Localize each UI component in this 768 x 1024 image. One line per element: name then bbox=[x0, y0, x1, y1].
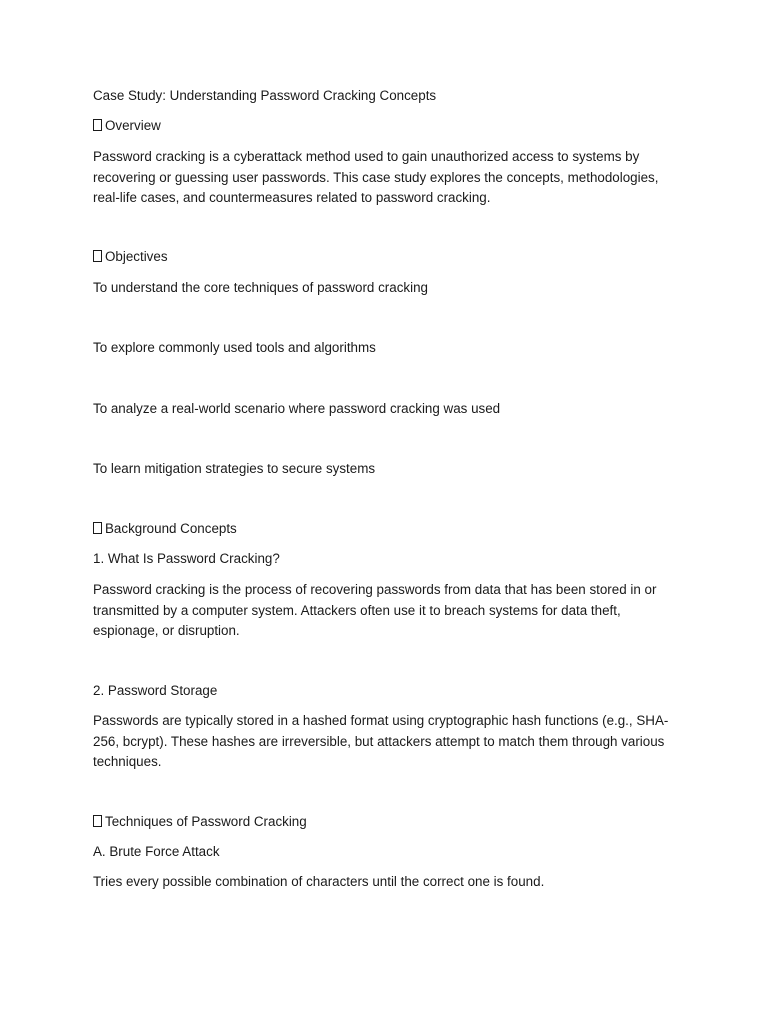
missing-glyph-icon bbox=[93, 815, 102, 827]
techniques-paragraph-a: Tries every possible combination of characters until the correct one is found. bbox=[93, 874, 545, 889]
background-heading-text: Background Concepts bbox=[105, 521, 237, 536]
missing-glyph-icon bbox=[93, 119, 102, 131]
objective-item: To understand the core techniques of password cracking bbox=[93, 280, 428, 295]
overview-heading-text: Overview bbox=[105, 118, 161, 133]
objective-item: To learn mitigation strategies to secure systems bbox=[93, 461, 376, 476]
overview-heading bbox=[93, 116, 161, 137]
background-paragraph-1: Password cracking is the process of recovering passwords from data that has been stored in or transmitted by a computer system. Attackers often use it to breach systems for data theft, espionage, or disruption. bbox=[93, 582, 657, 638]
document-title: Case Study: Understanding Password Cracking Concepts bbox=[93, 88, 437, 103]
background-subheading-1: 1. What Is Password Cracking? bbox=[93, 551, 280, 566]
objective-item: To analyze a real-world scenario where password cracking was used bbox=[93, 401, 501, 416]
objectives-heading-text: Objectives bbox=[105, 249, 168, 264]
missing-glyph-icon bbox=[93, 522, 102, 534]
background-paragraph-2: Passwords are typically stored in a hashed format using cryptographic hash functions (e.g., SHA-256, bcrypt). These hashes are irreversible, but attackers attempt to match them through various techniques. bbox=[93, 713, 669, 769]
techniques-heading-text: Techniques of Password Cracking bbox=[105, 814, 307, 829]
background-heading bbox=[93, 519, 237, 540]
background-subheading-2: 2. Password Storage bbox=[93, 683, 218, 698]
techniques-heading bbox=[93, 812, 307, 833]
overview-paragraph: Password cracking is a cyberattack method used to gain unauthorized access to systems by recovering or guessing user passwords. This case study explores the concepts, methodologies, real-life cases, and countermeasures related to password cracking. bbox=[93, 149, 659, 205]
objective-item: To explore commonly used tools and algorithms bbox=[93, 340, 376, 355]
techniques-subheading-a: A. Brute Force Attack bbox=[93, 844, 220, 859]
objectives-heading bbox=[93, 247, 168, 268]
missing-glyph-icon bbox=[93, 250, 102, 262]
